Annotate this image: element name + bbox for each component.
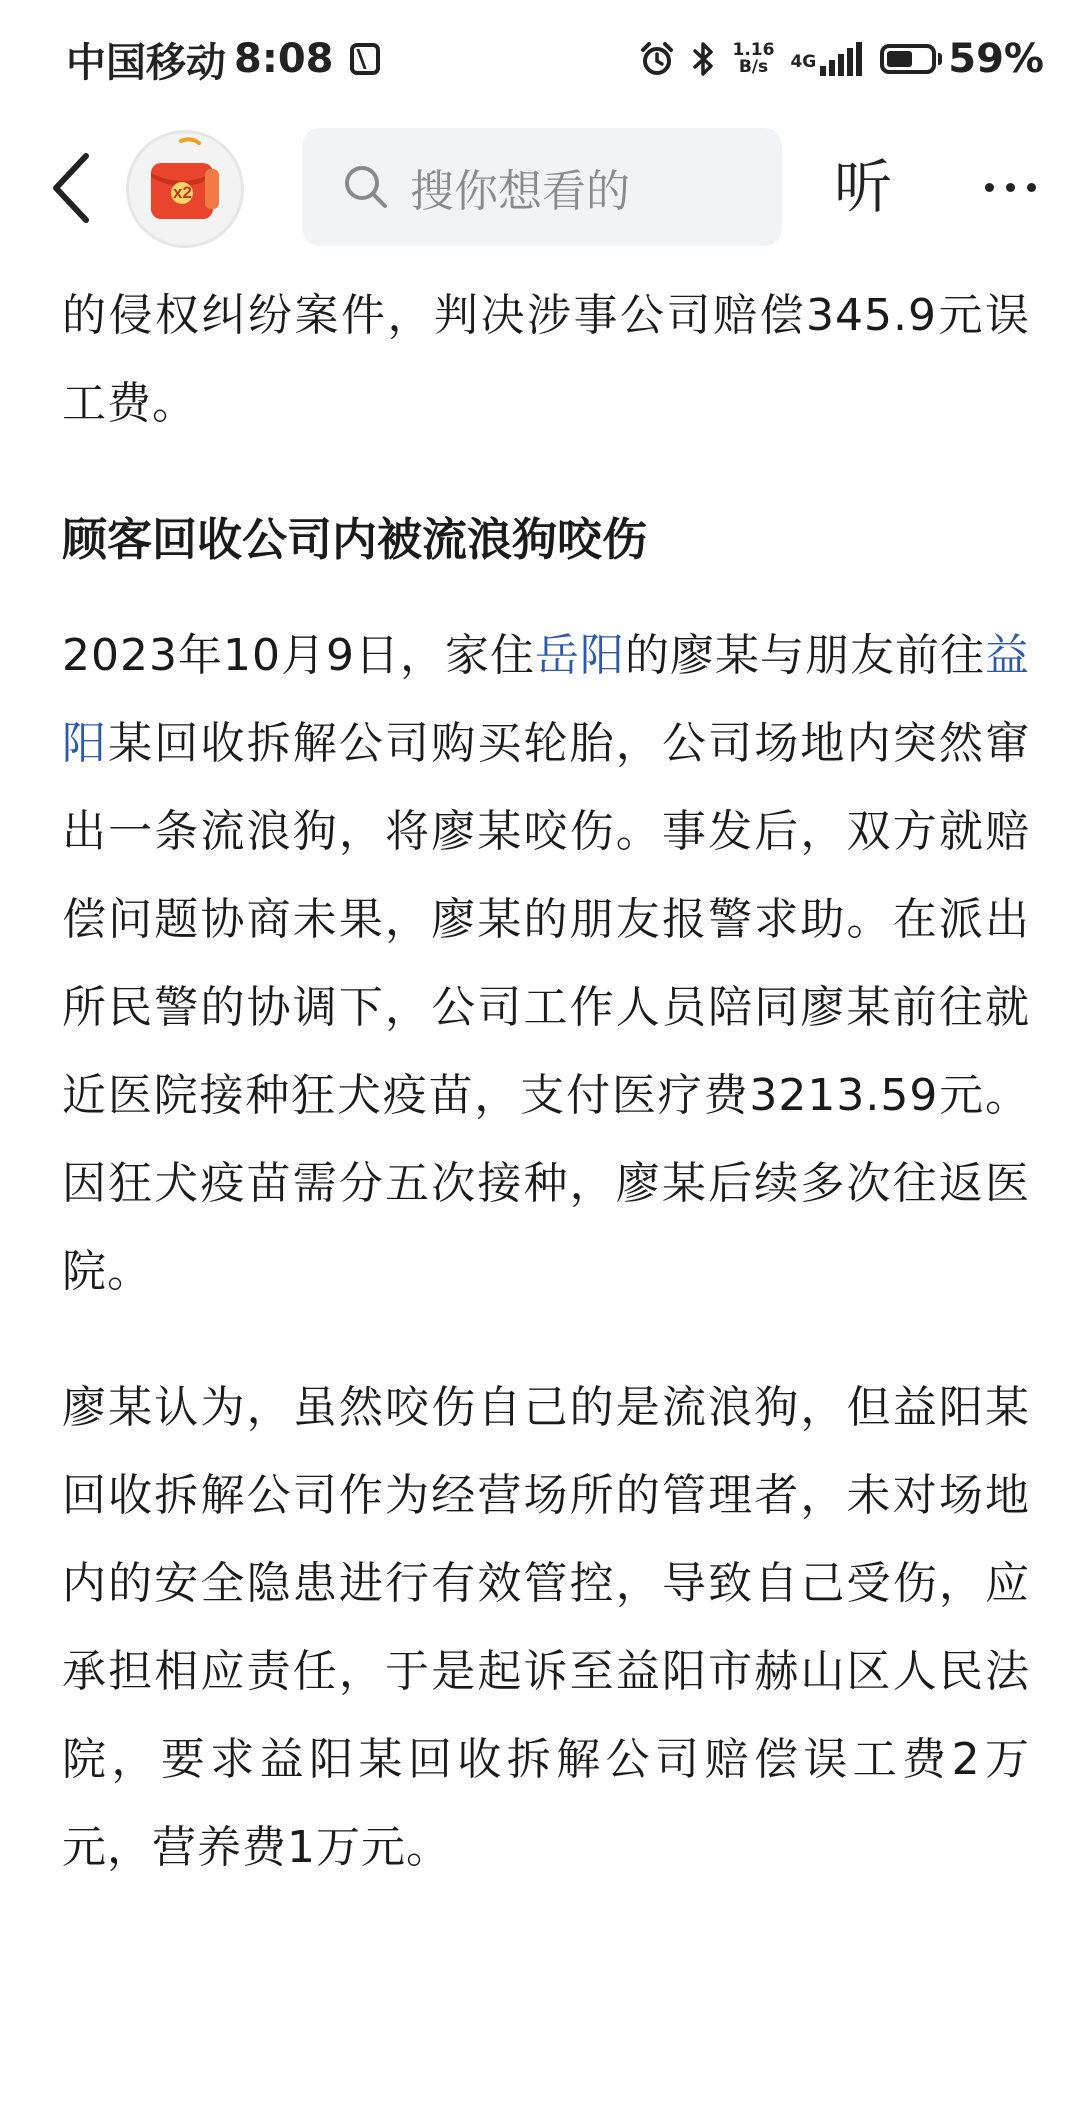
network-type: 4G [790,52,817,72]
signal-icon [820,42,864,76]
status-bar [0,0,1080,118]
status-right [639,36,1045,82]
more-dot [985,183,994,192]
alarm-icon [639,41,675,77]
listen-button[interactable]: 听 [834,153,893,221]
article-paragraph-intro: 的侵权纠纷案件，判决涉事公司赔偿345.9元误工费。 [62,290,1030,429]
status-left [66,31,380,88]
chevron-left-icon [48,148,98,228]
more-dots-icon[interactable] [960,146,1060,228]
back-button[interactable] [48,148,98,228]
clock-time: 8:08 [234,36,334,82]
paragraph-text: 2023年10月9日，家住 [62,630,535,681]
more-dot [1006,183,1015,192]
reward-badge-button[interactable] [126,130,244,248]
article-body [62,272,1030,1940]
paragraph-text: 某回收拆解公司购买轮胎，公司场地内突然窜出一条流浪狗，将廖某咬伤。事发后，双方就赔偿问题协商未果，廖某的朋友报警求助。在派出所民警的协调下，公司工作人员陪同廖某前往就近医院接种狂犬疫苗，支付医疗费3213.59元。因狂犬疫苗需分五次接种，廖某后续多次往返医院。 [62,718,1031,1297]
article-paragraph-1 [62,612,1030,1316]
place-link-yueyang[interactable]: 岳阳 [534,630,625,681]
battery-indicator [880,36,1044,82]
battery-icon [880,44,936,74]
signal-group [790,42,864,76]
nfc-icon [350,43,380,75]
more-dot [1027,183,1036,192]
paragraph-text: 的廖某与朋友前往 [625,630,986,681]
search-icon [342,163,390,211]
search-input[interactable] [302,128,782,246]
net-speed-unit: B/s [738,57,769,77]
reward-multiplier: x2 [173,183,192,202]
net-speed-value: 1.16 [732,40,775,60]
network-speed [733,42,775,76]
top-nav-bar [0,118,1080,256]
article-paragraph-2: 廖某认为，虽然咬伤自己的是流浪狗，但益阳某回收拆解公司作为经营场所的管理者，未对场地内的安全隐患进行有效管控，导致自己受伤，应承担相应责任，于是起诉至益阳市赫山区人民法院，要求益阳某回收拆解公司赔偿误工费2万元，营养费1万元。 [62,1382,1030,1873]
bluetooth-icon [691,40,717,78]
place-link-yiyang[interactable]: 益阳 [62,630,1031,769]
battery-percent: 59% [948,36,1044,82]
carrier-name: 中国移动 [66,39,226,86]
battery-fill [887,51,912,67]
battery-cap [938,53,942,65]
section-heading: 顾客回收公司内被流浪狗咬伤 [62,513,648,566]
search-placeholder: 搜你想看的 [410,166,630,217]
